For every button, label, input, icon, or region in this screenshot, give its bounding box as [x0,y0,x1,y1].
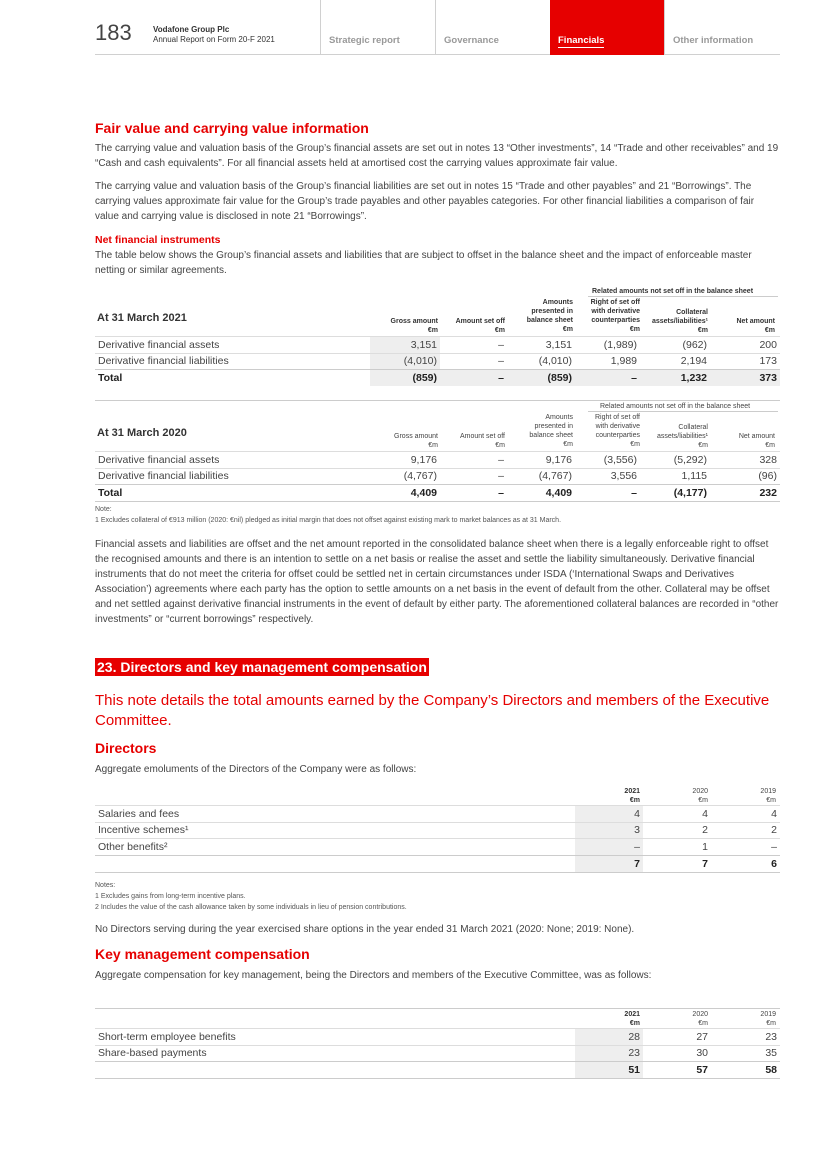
page-header [95,0,780,55]
table-row: Other benefits² – 1 – [95,839,780,856]
directors-col-2021: 2021 €m [624,788,640,804]
table-row-total: 7 7 6 [95,855,780,872]
table-2020-label: At 31 March 2020 [97,427,187,439]
directors-col-2020: 2020 €m [692,788,708,804]
directors-note-2: 2 Includes the value of the cash allowance taken by some individuals in lieu of pension contributions. [95,904,407,911]
fair-value-paragraph-1: The carrying value and valuation basis of the Group’s financial assets are set out in notes 13 “Other investments”, 14 “Trade and other receivables” and 19 “Cash and cash equivalents”. For all financial assets held at amortised cost the carrying values approximate fair value. [95,143,779,169]
tab-governance[interactable]: Governance [435,0,550,55]
tab-other-information[interactable]: Other information [664,0,780,55]
company-name: Vodafone Group Plc [153,25,230,34]
col-gross-2020: Gross amount €m [394,433,438,449]
directors-title: Directors [95,740,157,756]
directors-col-2019: 2019 €m [760,788,776,804]
table-row: Share-based payments 23 30 35 [95,1045,780,1062]
table-row: Derivative financial assets 3,151 – 3,151 (1,989) (962) 200 [95,337,780,354]
table-row: Derivative financial liabilities (4,010) – (4,010) 1,989 2,194 173 [95,353,780,370]
table-row: Derivative financial liabilities (4,767) – (4,767) 3,556 1,115 (96) [95,468,780,485]
col-right-setoff-2021: Right of set off with derivative counterparties €m [590,299,640,333]
net-table-note-1: 1 Excludes collateral of €913 million (2020: €nil) pledged as initial margin that does not offset against existing mark to market balances as at 31 March. [95,517,562,524]
net-table-2021 [95,336,780,386]
table-2021-label: At 31 March 2021 [97,312,187,324]
col-presented-2021: Amounts presented in balance sheet €m [526,299,573,333]
table-row: Incentive schemes¹ 3 2 2 [95,822,780,839]
col-setoff-2021: Amount set off €m [455,318,505,334]
net-table-2020 [95,451,780,501]
table-row-total: Total 4,409 – 4,409 – (4,177) 232 [95,485,780,502]
report-identity [153,25,275,45]
fair-value-title: Fair value and carrying value information [95,120,369,136]
related-amounts-label-2020: Related amounts not set off in the balance sheet [588,402,778,412]
kmc-paragraph: Aggregate compensation for key management, being the Directors and members of the Executive Committee, was as follows: [95,970,652,981]
kmc-col-2019: 2019 €m [760,1011,776,1027]
table-row-total: Total (859) – (859) – 1,232 373 [95,370,780,387]
tab-strategic-report[interactable]: Strategic report [320,0,435,55]
offset-paragraph: Financial assets and liabilities are offset and the net amount reported in the consolidated balance sheet when there is a legally enforceable right to offset the recognised amounts and there is an intention to settle on a net basis or realise the asset and settle the liability simultaneously. Derivative financial instruments that do not meet the criteria for offset could be settled net in certain circumstances under ISDA (‘International Swaps and Derivatives Association’) agreements where each party has the option to settle amounts on a net basis in the event of default from the other. Collateral may be offset and net settled against derivative financial instruments in the event of default by either party. The aforementioned collateral balances are recorded in “other investments” or “current borrowings” respectively. [95,539,779,625]
net-table-note-label: Note: [95,506,112,513]
col-net-2021: Net amount €m [736,318,775,334]
related-amounts-label: Related amounts not set off in the balance sheet [588,287,778,297]
col-right-setoff-2020: Right of set off with derivative counterparties €m [594,414,640,448]
note-23-heading: 23. Directors and key management compensation [97,659,427,675]
col-net-2020: Net amount €m [738,433,775,449]
table-row: Derivative financial assets 9,176 – 9,176 (3,556) (5,292) 328 [95,452,780,469]
page-number: 183 [95,20,132,45]
report-name: Annual Report on Form 20-F 2021 [153,35,275,44]
directors-paragraph: Aggregate emoluments of the Directors of the Company were as follows: [95,764,417,775]
net-instruments-title: Net financial instruments [95,234,221,246]
kmc-title: Key management compensation [95,946,310,962]
net-instruments-paragraph: The table below shows the Group’s financial assets and liabilities that are subject to offset in the balance sheet and the impact of enforceable master netting or similar agreements. [95,250,752,276]
directors-note-1: 1 Excludes gains from long-term incentive plans. [95,893,246,900]
kmc-table [95,1028,780,1078]
no-options-paragraph: No Directors serving during the year exercised share options in the year ended 31 March 2021 (2020: None; 2019: None). [95,924,635,935]
col-collateral-2020: Collateral assets/liabilities¹ €m [657,424,708,449]
table-row: Salaries and fees 4 4 4 [95,806,780,823]
table-row: Short-term employee benefits 28 27 23 [95,1029,780,1046]
col-presented-2020: Amounts presented in balance sheet €m [529,414,573,448]
tab-financials[interactable]: Financials [550,0,664,55]
fair-value-paragraph-2: The carrying value and valuation basis of the Group’s financial liabilities are set out in notes 15 “Trade and other payables” and 21 “Borrowings”. The carrying values approximate fair value for the Group’s trade payables and other payables categories. For other financial liabilities a comparison of fair value and carrying value is disclosed in note 21 “Borrowings”. [95,181,755,222]
directors-notes-label: Notes: [95,882,116,889]
kmc-col-2020: 2020 €m [692,1011,708,1027]
kmc-col-2021: 2021 €m [624,1011,640,1027]
table-row-total: 51 57 58 [95,1062,780,1079]
col-setoff-2020: Amount set off €m [459,433,505,449]
note-23-lead: This note details the total amounts earned by the Company’s Directors and members of the Executive Committee. [95,692,770,729]
col-gross-2021: Gross amount €m [390,318,438,334]
directors-table [95,805,780,872]
col-collateral-2021: Collateral assets/liabilities¹ €m [651,309,708,334]
